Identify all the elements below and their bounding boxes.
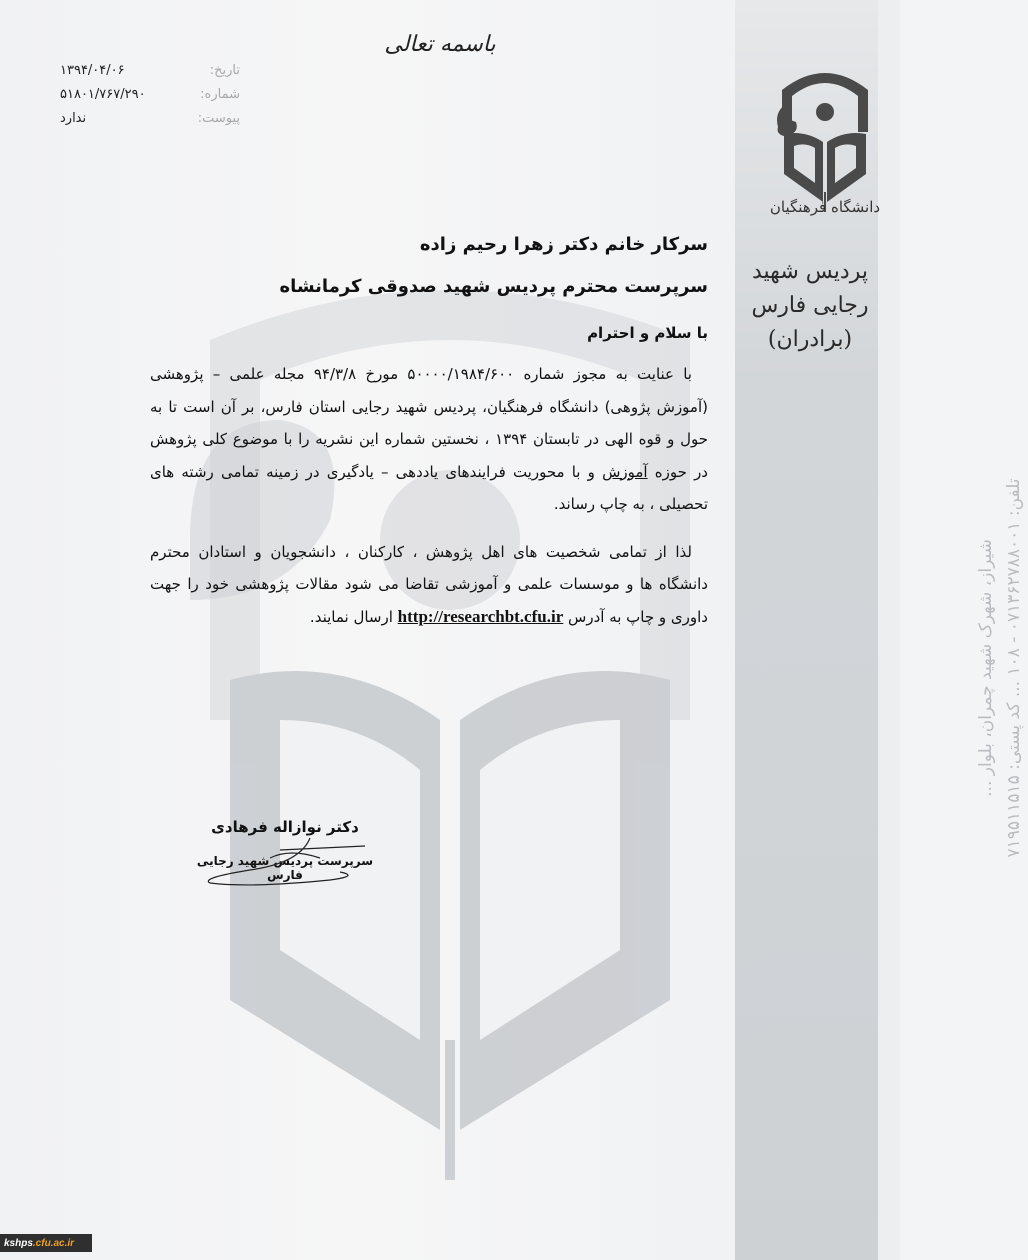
attachment-value: ندارد — [60, 110, 87, 126]
basmala: باسمه تعالی — [384, 32, 496, 57]
university-logo-icon — [770, 62, 880, 212]
paragraph-1-text-b: و با محوریت فرایندهای یاددهی – یادگیری در زمینه تمامی رشته های تحصیلی ، به چاپ رساند. — [150, 462, 708, 513]
logo-caption: دانشگاه فرهنگیان — [769, 198, 881, 216]
date-value: ۱۳۹۴/۰۴/۰۶ — [60, 62, 125, 78]
paragraph-2-text-a: لذا از تمامی شخصیت های اهل پژوهش ، کارکنان ، دانشجویان و استادان محترم دانشگاه ها و موسسات علمی و آموزشی تقاضا می شود مقالات پژوهشی خود را جهت داوری و چاپ به آدرس — [150, 542, 708, 626]
greeting: با سلام و احترام — [587, 324, 708, 342]
paragraph-2-text-b: ارسال نمایند. — [309, 607, 398, 626]
letter-body — [150, 224, 708, 648]
journal-url-link[interactable]: http://researchbt.cfu.ir — [397, 606, 564, 626]
number-label: شماره: — [200, 86, 240, 102]
campus-name — [735, 255, 885, 357]
letter-meta — [60, 58, 240, 130]
side-address — [972, 368, 1028, 968]
signer-name: دکتر نوازاله فرهادی — [211, 818, 359, 836]
campus-name-line1: پردیس شهید رجایی فارس — [751, 259, 869, 318]
site-domain: .cfu.ac.ir — [32, 1237, 75, 1249]
number-value: ۵۱۸۰۱/۷۶۷/۲۹۰ — [60, 86, 146, 102]
attachment-label: پیوست: — [197, 110, 240, 126]
site-host: kshps — [4, 1237, 33, 1249]
side-edge — [878, 0, 900, 1260]
meta-date — [60, 58, 240, 82]
paragraph-1-text-a: با عنایت به مجوز شماره ۵۰۰۰۰/۱۹۸۴/۶۰۰ مورخ ۹۴/۳/۸ مجله علمی – پژوهشی (آموزش پژوهی) دانشگاه فرهنگیان، پردیس شهید رجایی استان فارس، بر آن است تا به حول و قوه الهی در تابستان ۱۳۹۴ ، نخستین شماره این نشریه را با موضوع کلی پژوهش در حوزه — [150, 365, 708, 481]
side-address-line1: شیراز، شهرک شهید چمران، بلوار ... — [976, 539, 996, 797]
underlined-word: آموزش — [602, 462, 648, 481]
date-label: تاریخ: — [209, 62, 240, 78]
recipient-title: سرپرست محترم پردیس شهید صدوقی کرمانشاه — [279, 276, 708, 297]
meta-number — [60, 82, 240, 106]
recipient-name: سرکار خانم دکتر زهرا رحیم زاده — [419, 234, 708, 255]
signer-title: سرپرست پردیس شهید رجایی فارس — [196, 854, 374, 882]
campus-name-line2: (برادران) — [767, 327, 853, 352]
side-address-line2: تلفن: ۰۷۱۳۶۲۷۸۸۰۰۱ - ۱۰۸ ... کد پستی: ۷۱۹۵۱۱۵۱۵ — [1004, 478, 1024, 858]
paragraph-2 — [150, 536, 708, 634]
signature-block — [190, 818, 380, 882]
paragraph-1 — [150, 358, 708, 521]
meta-attachment — [60, 106, 240, 130]
handwritten-signature-icon — [190, 828, 380, 888]
site-watermark-badge — [0, 1234, 92, 1252]
